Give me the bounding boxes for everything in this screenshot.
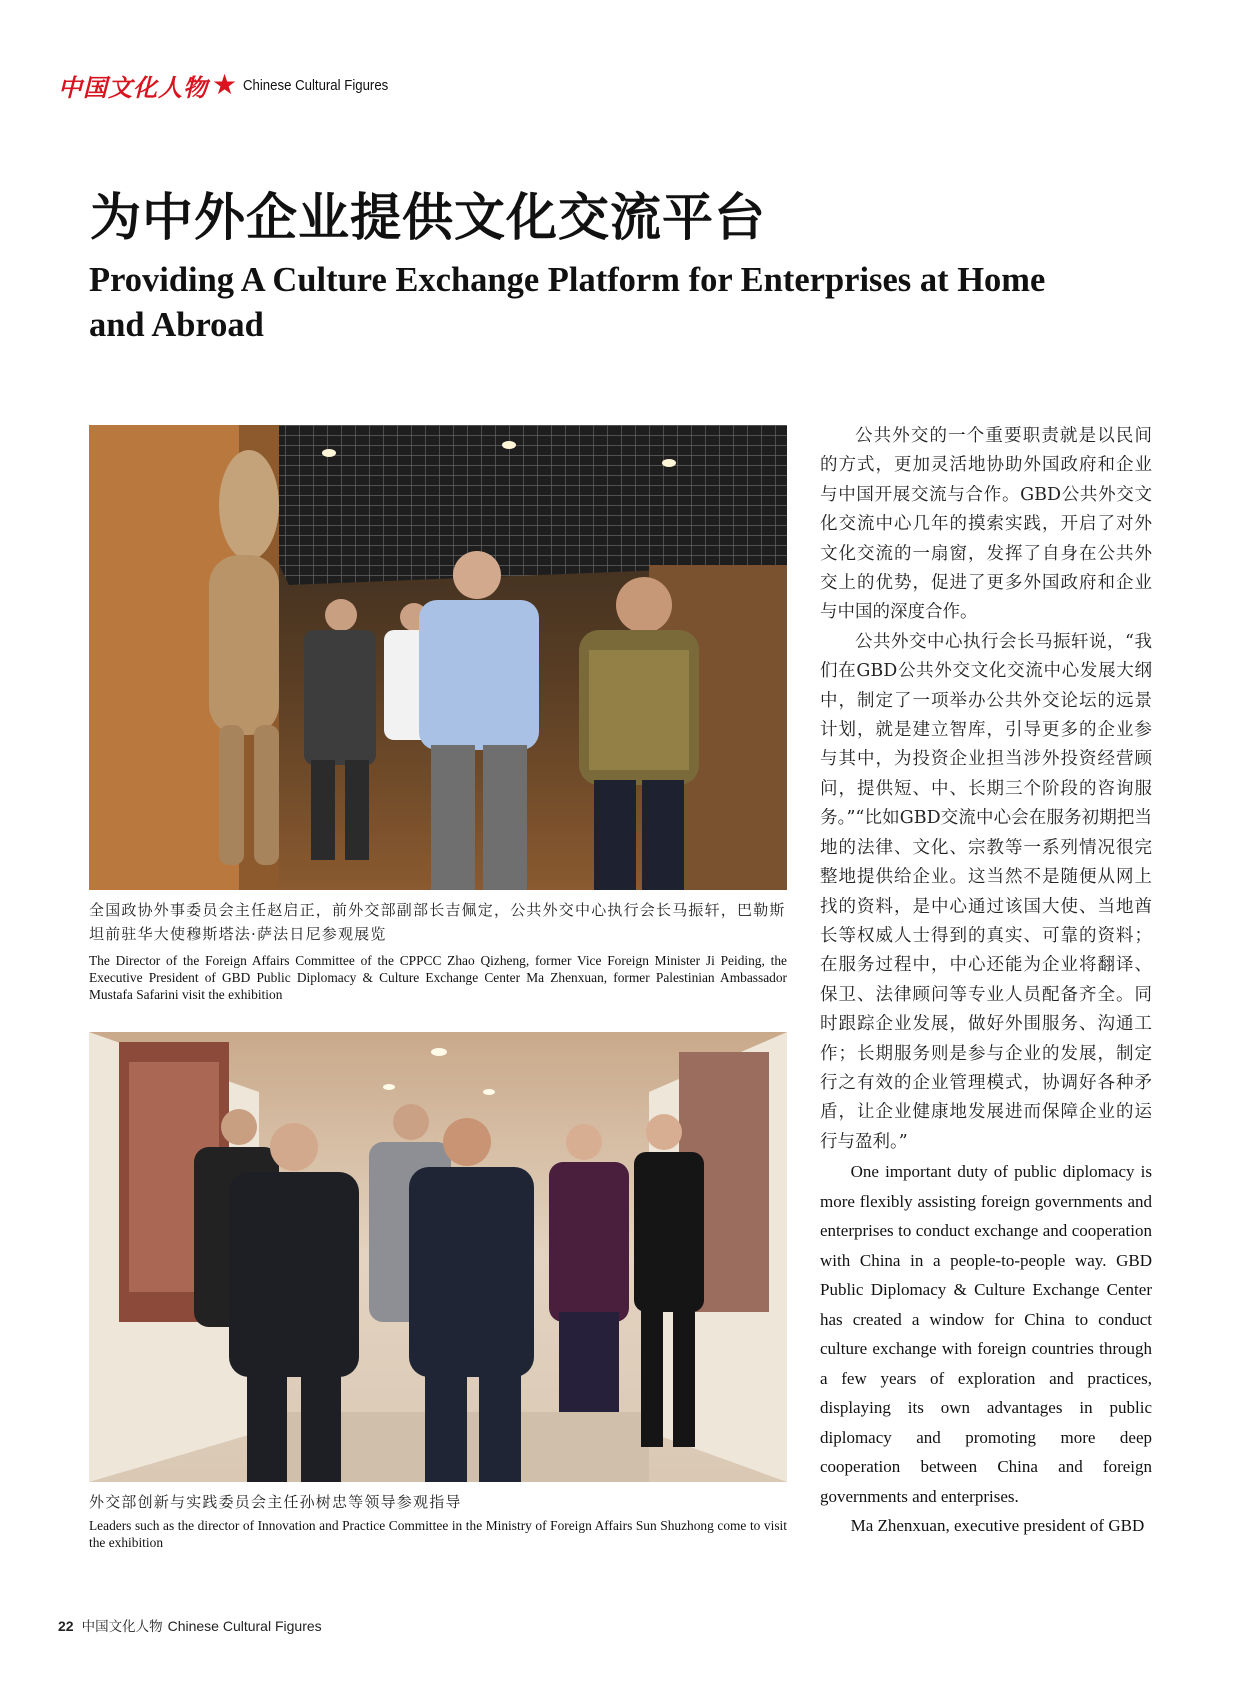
exhibition-photo-2 — [89, 1032, 787, 1482]
body-text-column — [820, 422, 1152, 1541]
photo-1-caption-cn: 全国政协外事委员会主任赵启正，前外交部副部长吉佩定，公共外交中心执行会长马振轩，巴勒斯坦前驻华大使穆斯塔法·萨法日尼参观展览 — [89, 901, 786, 943]
star-icon: ★ — [212, 68, 238, 101]
body-paragraph-en: Ma Zhenxuan, executive president of GBD — [850, 1516, 1145, 1536]
masthead — [58, 70, 408, 100]
body-paragraph-cn: 公共外交的一个重要职责就是以民间的方式，更加灵活地协助外国政府和企业与中国开展交流与合作。GBD公共外交文化交流中心几年的摸索实践，开启了对外文化交流的一扇窗，发挥了自身在公共外交上的优势，促进了更多外国政府和企业与中国的深度合作。 — [820, 426, 1152, 623]
body-paragraph-cn: 公共外交中心执行会长马振轩说，“我们在GBD公共外交文化交流中心发展大纲中，制定了一项举办公共外交论坛的远景计划，就是建立智库，引导更多的企业参与其中，为投资企业担当涉外投资经营顾问，提供短、中、长期三个阶段的咨询服务。”“比如GBD交流中心会在服务初期把当地的法律、文化、宗教等一系列情况很完整地提供给企业。这当然不是随便从网上找的资料，是中心通过该国大使、当地酋长等权威人士得到的真实、可靠的资料；在服务过程中，中心还能为企业将翻译、保卫、法律顾问等专业人员配备齐全。同时跟踪企业发展，做好外围服务、沟通工作；长期服务则是参与企业的发展，制定行之有效的企业管理模式，协调好各种矛盾，让企业健康地发展进而保障企业的运行与盈利。” — [820, 631, 1152, 1152]
photo-1-caption-en: The Director of the Foreign Affairs Committee of the CPPCC Zhao Qizheng, former Vice Foreign Minister Ji Peiding, the Executive President of GBD Public Diplomacy & Culture Exchange Center Ma Zhenxuan, former Palestinian Ambassador Mustafa Safarini visit the exhibition — [89, 953, 787, 1002]
page-footer — [58, 1615, 322, 1635]
headline-cn: 为中外企业提供文化交流平台 — [90, 188, 767, 248]
photo-2-caption-en: Leaders such as the director of Innovation and Practice Committee in the Ministry of Foreign Affairs Sun Shuzhong come to visit the exhibition — [89, 1518, 787, 1550]
masthead-title-en: Chinese Cultural Figures — [243, 76, 389, 94]
photo-2-caption-cn: 外交部创新与实践委员会主任孙树忠等领导参观指导 — [89, 1493, 462, 1511]
page-number: 22 — [58, 1618, 74, 1634]
masthead-logo-cn: 中国文化人物 — [58, 72, 208, 102]
headline-en: Providing A Culture Exchange Platform for Enterprises at Home and Abroad — [89, 261, 1046, 344]
footer-publication-cn: 中国文化人物 — [81, 1619, 163, 1635]
footer-publication-en: Chinese Cultural Figures — [167, 1618, 322, 1634]
exhibition-photo-1 — [89, 425, 787, 890]
body-paragraph-en: One important duty of public diplomacy is more flexibly assisting foreign governments and enterprises to conduct exchange and cooperation with China in a people-to-people way. GBD Public Diplomacy & Culture Exchange Center has created a window for China to conduct culture exchange with foreign countries through a few years of exploration and practices, displaying its own advantages in public diplomacy and promoting more deep cooperation between China and foreign governments and enterprises. — [820, 1162, 1152, 1506]
